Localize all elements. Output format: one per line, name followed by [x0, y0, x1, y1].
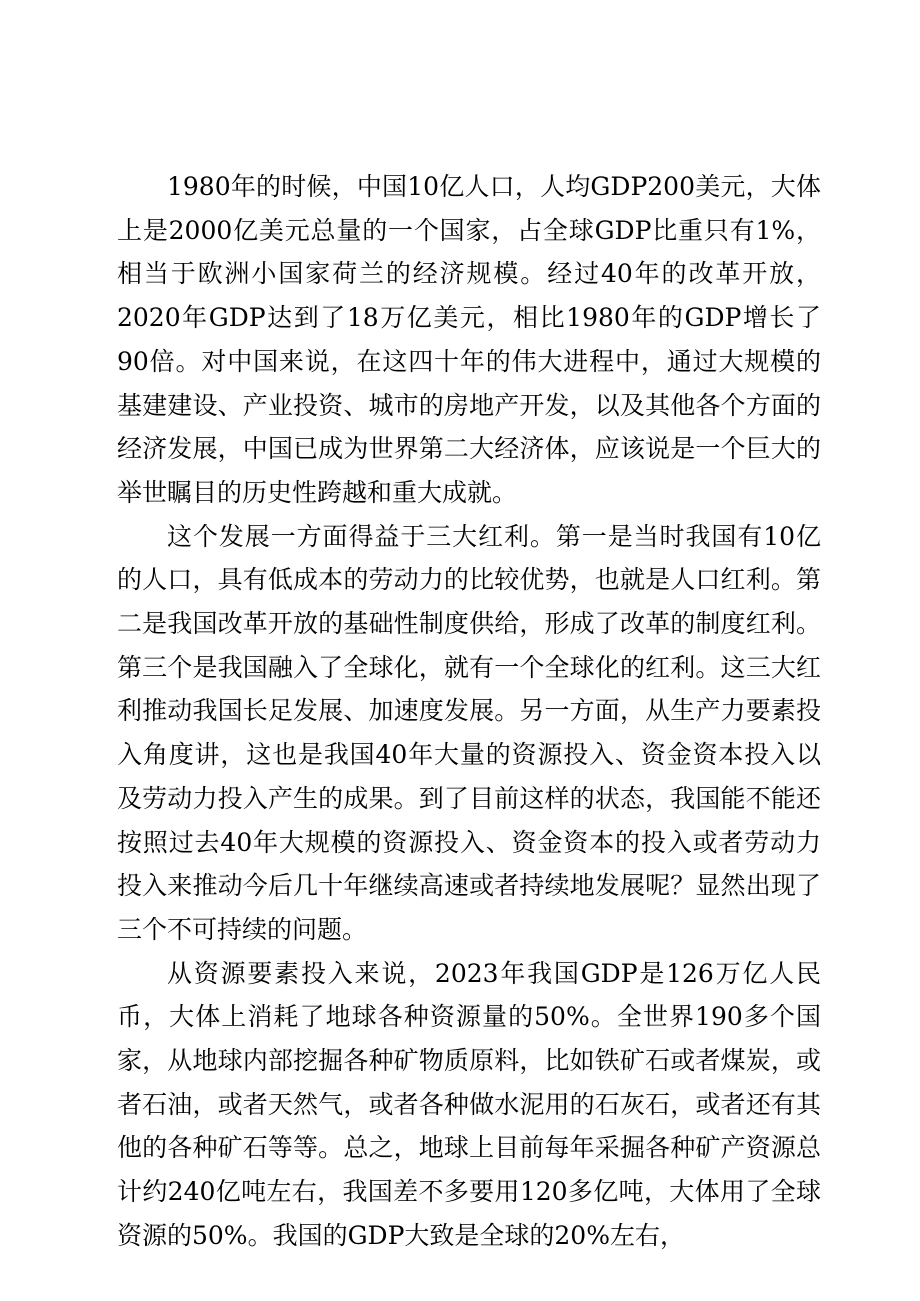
paragraph-2: 这个发展一方面得益于三大红利。第一是当时我国有10亿的人口，具有低成本的劳动力的比较优势，也就是人口红利。第二是我国改革开放的基础性制度供给，形成了改革的制度红利。第三个是我国融入了全球化，就有一个全球化的红利。这三大红利推动我国长足发展、加速度发展。另一方面，从生产力要素投入角度讲，这也是我国40年大量的资源投入、资金资本投入以及劳动力投入产生的成果。到了目前这样的状态，我国能不能还按照过去40年大规模的资源投入、资金资本的投入或者劳动力投入来推动今后几十年继续高速或者持续地发展呢？显然出现了三个不可持续的问题。: [117, 521, 821, 944]
document-body: [117, 165, 821, 1258]
paragraph-1: 1980年的时候，中国10亿人口，人均GDP200美元，大体上是2000亿美元总量的一个国家，占全球GDP比重只有1%，相当于欧洲小国家荷兰的经济规模。经过40年的改革开放，2020年GDP达到了18万亿美元，相比1980年的GDP增长了90倍。对中国来说，在这四十年的伟大进程中，通过大规模的基建建设、产业投资、城市的房地产开发，以及其他各个方面的经济发展，中国已成为世界第二大经济体，应该说是一个巨大的举世瞩目的历史性跨越和重大成就。: [117, 172, 821, 507]
paragraph-3: 从资源要素投入来说，2023年我国GDP是126万亿人民币，大体上消耗了地球各种资源量的50%。全世界190多个国家，从地球内部挖掘各种矿物质原料，比如铁矿石或者煤炭，或者石油，或者天然气，或者各种做水泥用的石灰石，或者还有其他的各种矿石等等。总之，地球上目前每年采掘各种矿产资源总计约240亿吨左右，我国差不多要用120多亿吨，大体用了全球资源的50%。我国的GDP大致是全球的20%左右，: [117, 958, 821, 1250]
